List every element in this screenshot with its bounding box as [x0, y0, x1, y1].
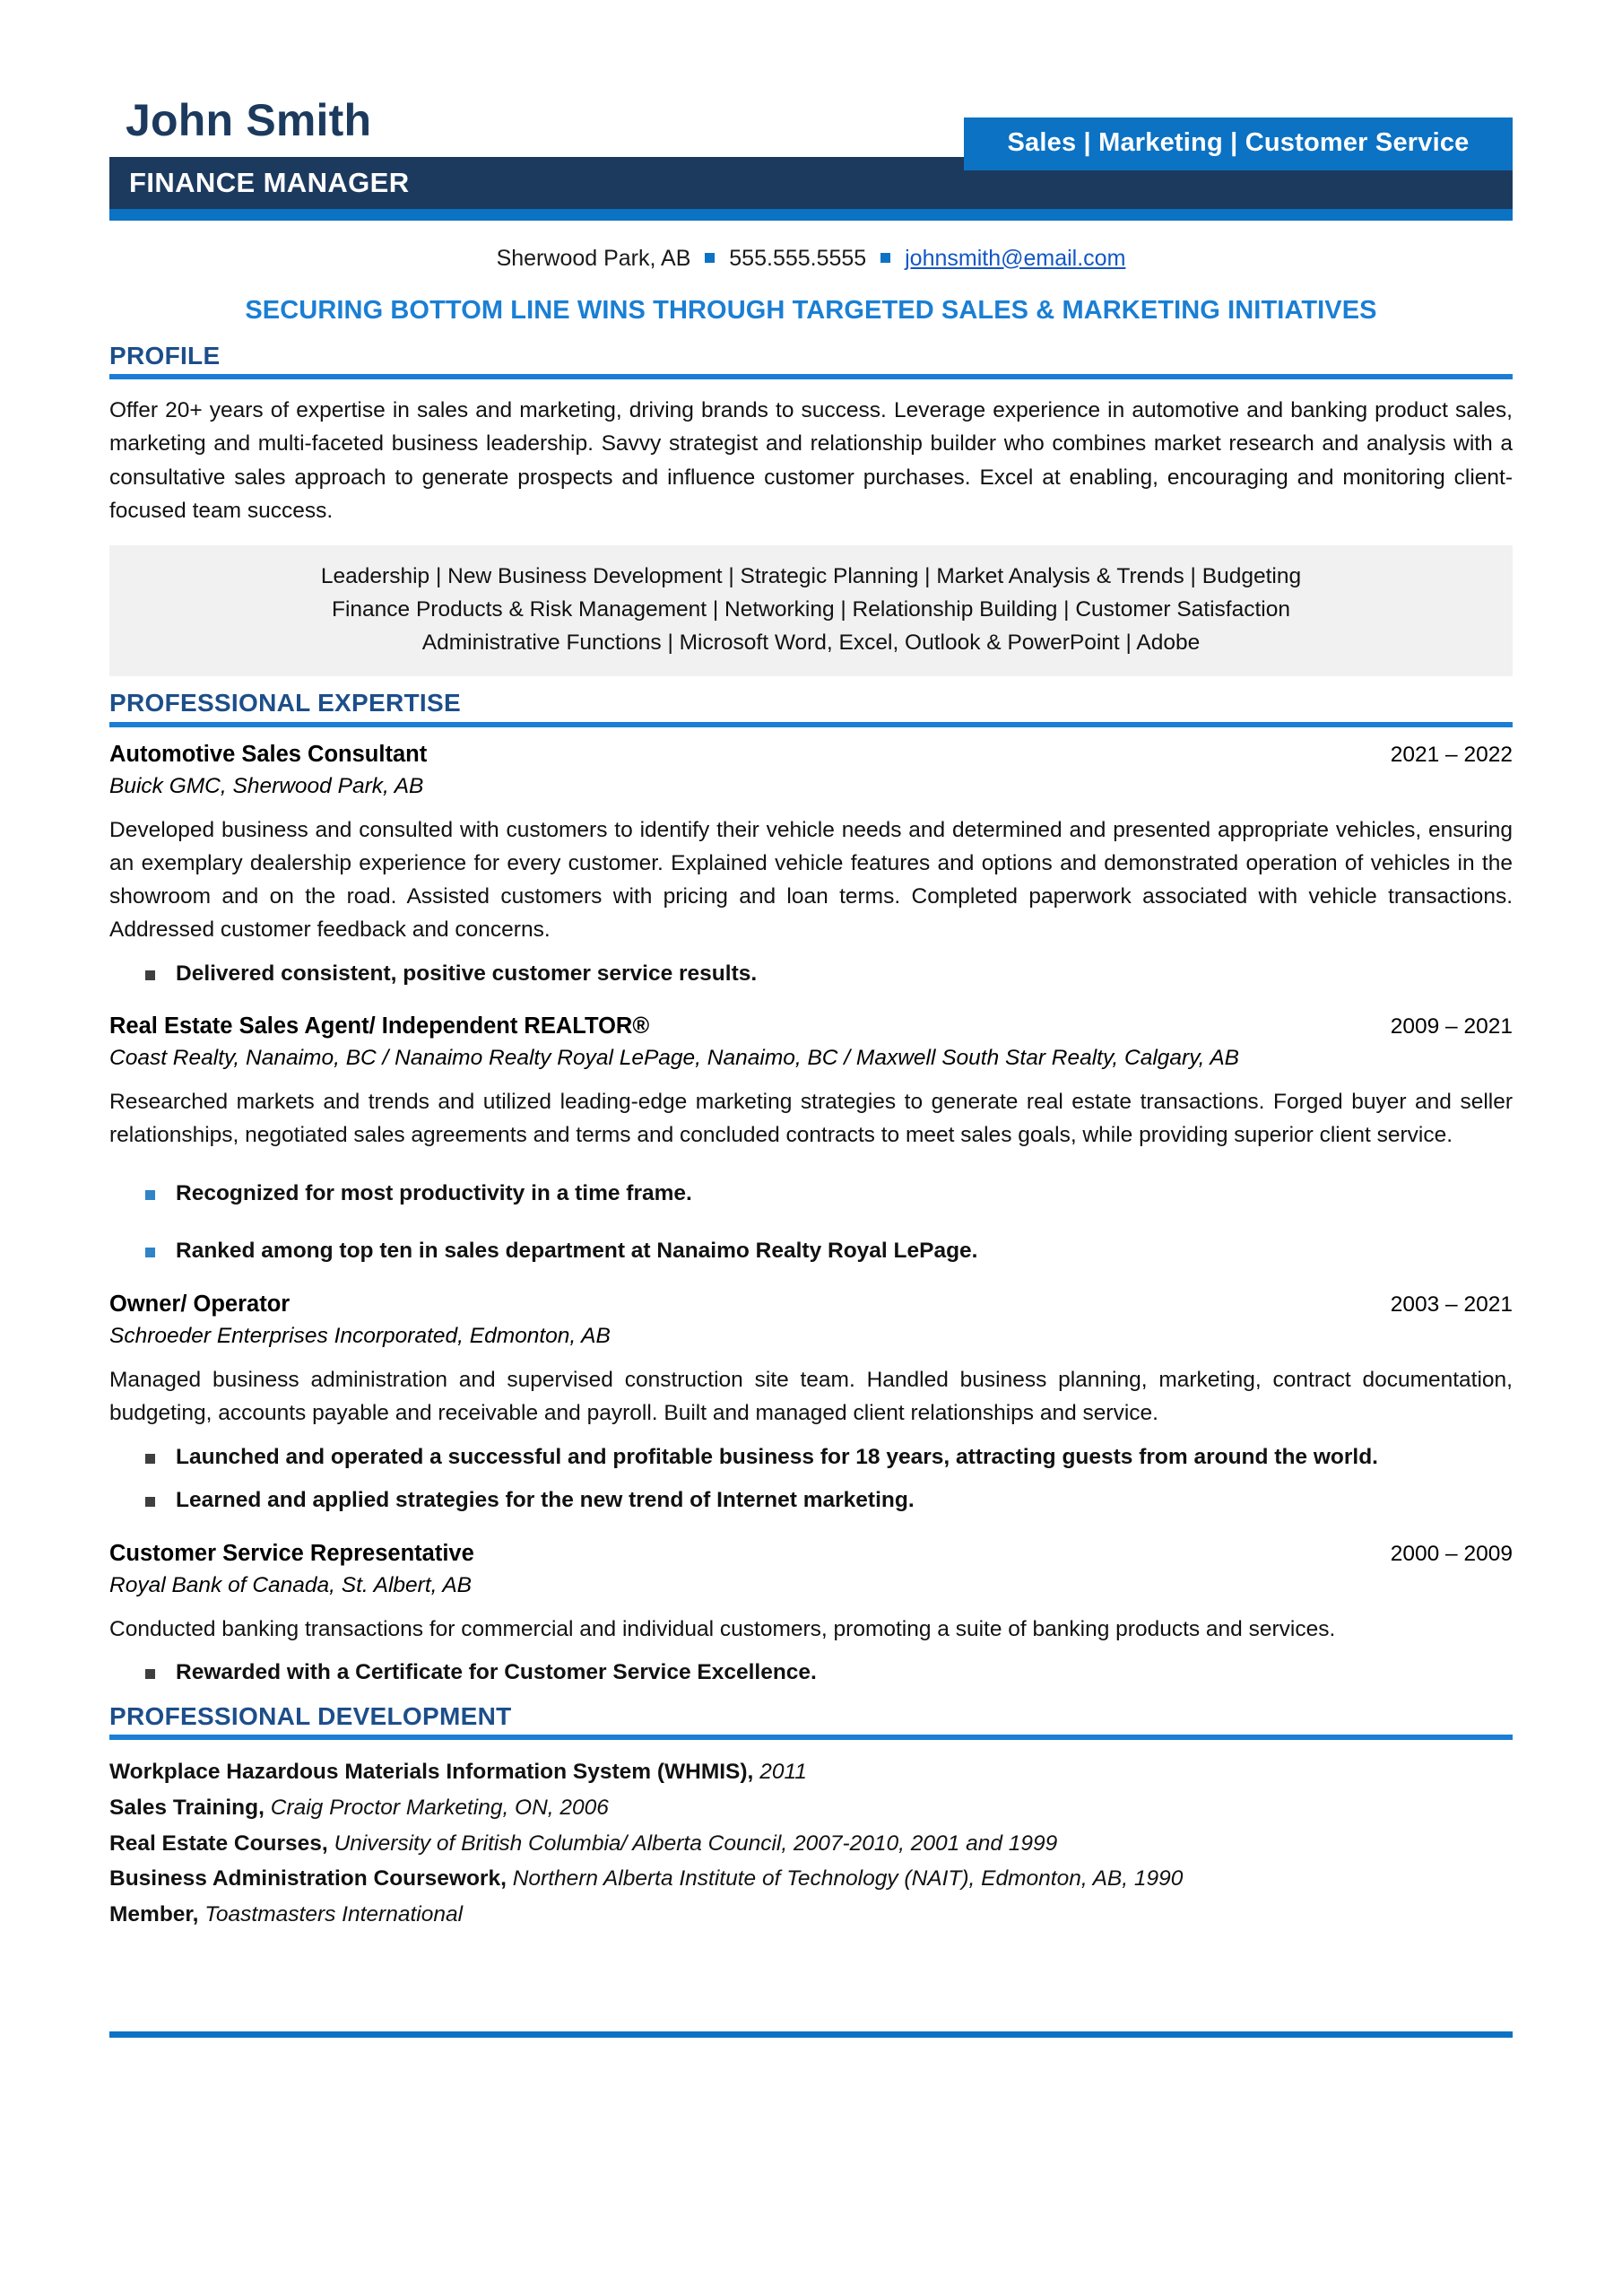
development-item-detail: University of British Columbia/ Alberta Council, 2007-2010, 2001 and 1999 [334, 1831, 1058, 1856]
development-item-label: Real Estate Courses, [109, 1831, 328, 1856]
experience-entry [109, 1541, 1513, 1690]
development-section-title: PROFESSIONAL DEVELOPMENT [109, 1702, 512, 1731]
candidate-name: John Smith [126, 95, 372, 145]
job-description: Developed business and consulted with customers to identify their vehicle needs and determined and presented appropriate vehicles, ensuring an exemplary dealership experience for every customer. Explained vehicle features and options and demonstrated operation of vehicles in the showroom and on the road. Assisted customers with pricing and loan terms. Completed paperwork associated with vehicle transactions. Addressed customer feedback and concerns. [109, 817, 1513, 943]
section-divider [109, 1735, 1513, 1740]
job-achievements [109, 958, 1513, 991]
experience-entry [109, 1292, 1513, 1518]
experience-entry [109, 1013, 1513, 1268]
development-list [109, 1754, 1513, 1932]
development-item-detail: 2011 [759, 1760, 807, 1785]
contact-location: Sherwood Park, AB [496, 245, 691, 271]
achievement-bullet: Delivered consistent, positive customer service results. [109, 958, 1513, 991]
job-company: Schroeder Enterprises Incorporated, Edmonton, AB [109, 1324, 611, 1349]
contact-phone: 555.555.5555 [729, 245, 867, 271]
job-role: Real Estate Sales Agent/ Independent REALTOR® [109, 1013, 650, 1039]
development-section [109, 1702, 1513, 1933]
development-item-label: Member, [109, 1902, 199, 1927]
development-item [109, 1790, 1513, 1826]
skills-line: Leadership | New Business Development | Strategic Planning | Market Analysis & Trends | Budgeting [320, 564, 1302, 589]
job-dates: 2000 – 2009 [1390, 1542, 1513, 1567]
experience-entry-header [109, 1292, 1513, 1318]
resume-header [109, 0, 1513, 326]
profile-section [109, 342, 1513, 676]
job-company: Buick GMC, Sherwood Park, AB [109, 773, 424, 798]
achievement-bullet: Rewarded with a Certificate for Customer Service Excellence. [109, 1657, 1513, 1690]
contact-line [109, 244, 1513, 274]
development-item-detail: Craig Proctor Marketing, ON, 2006 [270, 1796, 609, 1821]
title-banner-row [109, 127, 1513, 221]
job-role: Customer Service Representative [109, 1541, 474, 1567]
job-dates: 2003 – 2021 [1390, 1292, 1513, 1318]
job-description: Conducted banking transactions for commercial and individual customers, promoting a suite of banking products and services. [109, 1617, 1336, 1642]
job-role: Automotive Sales Consultant [109, 741, 428, 767]
development-item [109, 1861, 1513, 1897]
development-item-detail: Toastmasters International [204, 1902, 464, 1927]
skills-line: Finance Products & Risk Management | Networking | Relationship Building | Customer Satisfaction [331, 596, 1290, 622]
job-achievements [109, 1178, 1513, 1269]
development-item-label: Sales Training, [109, 1796, 265, 1821]
section-divider [109, 374, 1513, 379]
job-description: Managed business administration and supervised construction site team. Handled business planning, marketing, contract documentation, budgeting, accounts payable and receivable and payroll. Built and managed client relationships and service. [109, 1368, 1513, 1426]
job-dates: 2009 – 2021 [1390, 1014, 1513, 1039]
development-item [109, 1754, 1513, 1790]
experience-entry-header [109, 1541, 1513, 1567]
experience-section-title: PROFESSIONAL EXPERTISE [109, 689, 461, 718]
profile-section-title: PROFILE [109, 342, 221, 370]
separator-square-icon [880, 253, 890, 263]
achievement-bullet: Launched and operated a successful and profitable business for 18 years, attracting guests from around the world. [109, 1441, 1513, 1474]
achievement-bullet: Recognized for most productivity in a time frame. [109, 1178, 1513, 1211]
professional-headline: SECURING BOTTOM LINE WINS THROUGH TARGETED SALES & MARKETING INITIATIVES [245, 296, 1377, 325]
development-item [109, 1897, 1513, 1933]
job-company: Royal Bank of Canada, St. Albert, AB [109, 1573, 473, 1598]
core-skills-box [109, 545, 1513, 676]
separator-square-icon [705, 253, 715, 263]
achievement-bullet: Ranked among top ten in sales department at Nanaimo Realty Royal LePage. [109, 1235, 1513, 1268]
development-item [109, 1826, 1513, 1862]
contact-email-link[interactable]: johnsmith@email.com [905, 245, 1126, 271]
job-description: Researched markets and trends and utilized leading-edge marketing strategies to generate real estate transactions. Forged buyer and seller relationships, negotiated sales agreements and terms and concluded contracts to meet sales goals, while providing superior client service. [109, 1090, 1513, 1148]
development-item-label: Business Administration Coursework, [109, 1866, 507, 1892]
job-achievements [109, 1441, 1513, 1518]
achievement-bullet: Learned and applied strategies for the new trend of Internet marketing. [109, 1484, 1513, 1518]
experience-entry [109, 742, 1513, 991]
experience-list [109, 742, 1513, 1691]
tagline-box [964, 117, 1513, 170]
footer-divider [109, 2031, 1513, 2038]
tagline-text: Sales | Marketing | Customer Service [1007, 127, 1470, 157]
skills-line: Administrative Functions | Microsoft Word, Excel, Outlook & PowerPoint | Adobe [421, 630, 1201, 655]
job-dates: 2021 – 2022 [1390, 742, 1513, 767]
development-item-detail: Northern Alberta Institute of Technology (NAIT), Edmonton, AB, 1990 [512, 1866, 1184, 1892]
banner-accent-bar [109, 209, 1513, 221]
experience-section [109, 689, 1513, 1690]
job-role: Owner/ Operator [109, 1292, 291, 1318]
job-company: Coast Realty, Nanaimo, BC / Nanaimo Realty Royal LePage, Nanaimo, BC / Maxwell South Star Realty, Calgary, AB [109, 1046, 1240, 1071]
job-title-text: FINANCE MANAGER [129, 166, 410, 198]
section-divider [109, 722, 1513, 727]
job-achievements [109, 1657, 1513, 1690]
development-item-label: Workplace Hazardous Materials Information System (WHMIS), [109, 1760, 754, 1785]
experience-entry-header [109, 742, 1513, 768]
experience-entry-header [109, 1013, 1513, 1039]
profile-paragraph: Offer 20+ years of expertise in sales and marketing, driving brands to success. Leverage experience in automotive and banking product sales, marketing and multi-faceted business leadership. Savvy strategist and relationship builder who combines market research and analysis with a consultative sales approach to generate prospects and influence customer purchases. Excel at enabling, encouraging and monitoring client-focused team success. [109, 398, 1513, 523]
